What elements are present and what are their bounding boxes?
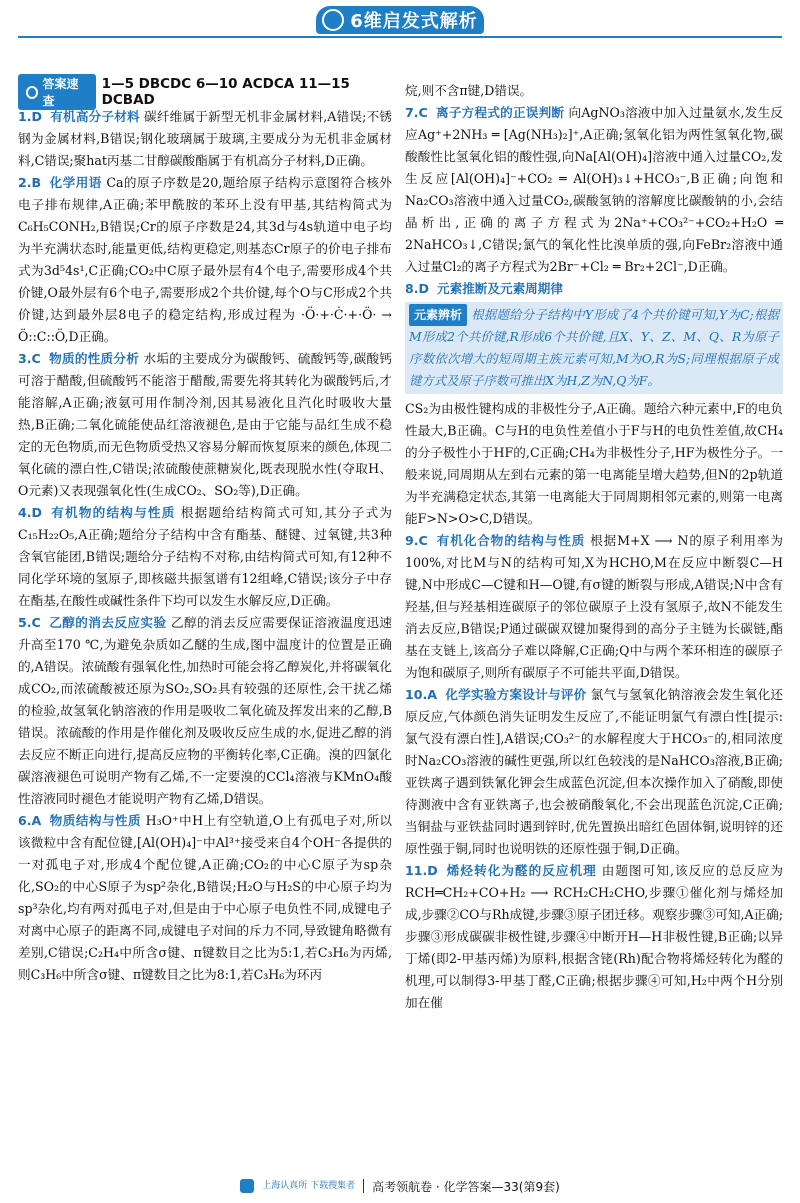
answer-key xyxy=(18,76,392,108)
page-title: 6维启发式解析 xyxy=(350,11,478,32)
solution-item: 4.D 有机物的结构与性质 根据题给结构简式可知,其分子式为C₁₅H₂₂O₅,A正确;题给分子结构中含有酯基、醚键、过氧键,共3种含氧官能团,B错误;题给分子结构不对称,由结构简式可知,有12种不同化学环境的氢原子,即核磁共振氢谱有12组峰,C错误;该分子中存在酯基,在酸性或碱性条件下均可以发生水解反应,D正确。 xyxy=(18,505,392,608)
solution-item: 2.B 化学用语 Ca的原子序数是20,题给原子结构示意图符合核外电子排布规律,A正确;苯甲酰胺的苯环上没有甲基,其结构简式为 C₆H₅CONH₂,B错误;Cr的原子序数是24,其3d与4s轨道中电子均为半充满状态时,能量更低,结构更稳定,则基态Cr原子的价电子排布式为3d⁵4s¹,C正确;CO₂中C原子最外层有4个电子,需要形成4个共价键,O最外层有6个电子,需要形成2个共价键,每个O与C形成2个共价键,达到最外层8电子的稳定结构,形成过程为 ·Ö·+·Ċ·+·Ö· → Ö::C::Ö,D正确。 xyxy=(18,175,392,344)
answer-key-label: 答案速查 xyxy=(18,74,96,110)
analysis-label: 元素辨析 xyxy=(409,304,467,326)
solution-item: 烷,则不含π键,D错误。 xyxy=(405,83,533,98)
solution-item: 5.C 乙醇的消去反应实验 乙醇的消去反应需要保证溶液温度迅速升高至170 ℃,为避免杂质如乙醚的生成,图中温度计的位置是正确的,A错误。浓硫酸有强氧化性,加热时可能会将乙醇炭化,并将碳氧化成CO₂,而浓硫酸被还原为SO₂,SO₂具有较强的还原性,会干扰乙烯的检验,故氢氧化钠溶液的作用是吸收二氧化硫及挥发出来的乙醇,B错误。浓硫酸的作用是作催化剂及吸收反应生成的水,促进乙醇的消去反应不断正向进行,提高反应物的平衡转化率,C正确。溴的四氯化碳溶液褪色可说明产物有乙烯,不一定要溴的CCl₄溶液与KMnO₄酸性溶液同时褪色才能说明产物有乙烯,D错误。 xyxy=(18,615,393,806)
footer-divider xyxy=(363,1179,364,1193)
analysis-box xyxy=(405,302,783,394)
solution-item: 9.C 有机化合物的结构与性质 根据M+X ⟶ N的原子利用率为100%,对比M与N的结构可知,X为HCHO,M在反应中断裂C—H键,N中形成C—C键和H—O键,有σ键的断裂与形成,A错误;N中含有羟基,但与羟基相连碳原子的邻位碳原子上没有氢原子,故N不能发生消去反应,B错误;P通过碳碳双键加聚得到的高分子主链为长碳链,酯基在支链上,该高分子难以降解,C正确;Q中与两个苯环相连的碳原子为饱和碳原子,则所有碳原子不可能共平面,D错误。 xyxy=(405,533,783,680)
left-column xyxy=(18,106,392,986)
logo-icon xyxy=(322,9,344,31)
publisher-logo-icon xyxy=(240,1179,254,1193)
solution-item: 1.D 有机高分子材料 碳纤维属于新型无机非金属材料,A错误;不锈钢为金属材料,B错误;钢化玻璃属于玻璃,主要成分为无机非金属材料,C错误;聚hat丙基二甘醇碳酸酯属于有机高分子材料,D正确。 xyxy=(18,109,392,168)
page-footer xyxy=(0,1175,800,1197)
solution-item: 3.C 物质的性质分析 水垢的主要成分为碳酸钙、硫酸钙等,碳酸钙可溶于醋酸,但硫酸钙不能溶于醋酸,需要先将其转化为碳酸钙后,才能溶解,A正确;液氨可用作制冷剂,因其易液化且汽化时吸收大量热,B正确;二氧化硫能使品红溶液褪色,是由于它能与品红生成不稳定的无色物质,而无色物质受热又容易分解而恢复原来的颜色,体现二氧化硫的漂白性,C错误;浓硫酸使蔗糖炭化,既表现脱水性(夺取H、O元素)又表现强氧化性(生成CO₂、SO₂等),D正确。 xyxy=(18,351,392,498)
header-rule xyxy=(18,36,782,38)
header-banner xyxy=(316,6,484,34)
analysis-text: 根据题给分子结构中Y形成了4个共价键可知,Y为C;根据M形成2个共价键,R形成6个共价键,且X、Y、Z、M、Q、R为原子序数依次增大的短周期主族元素可知,M为O,R为S;同理根据原子成键方式及原子序数可推出X为H,Z为N,Q为F。 xyxy=(409,307,779,388)
footer-text: 高考领航卷 · 化学答案—33(第9套) xyxy=(372,1179,560,1194)
solution-item: CS₂为由极性键构成的非极性分子,A正确。题给六种元素中,F的电负性最大,B正确。C与H的电负性差值小于F与H的电负性差值,故CH₄的分子极性小于HF的,C正确;CH₄为非极性分子,HF为极性分子。一般来说,同周期从左到右元素的第一电离能呈增大趋势,但N的2p轨道为半充满稳定状态,其第一电离能大于同周期相邻元素的,则第一电离能F>N>O>C,D错误。 xyxy=(405,401,783,526)
solution-item: 8.D 元素推断及元素周期律 xyxy=(405,281,563,296)
solution-item: 11.D 烯烃转化为醛的反应机理 由题图可知,该反应的总反应为RCH═CH₂+CO+H₂ ⟶ RCH₂CH₂CHO,步骤①催化剂与烯烃加成,步骤②CO与Rh成键,步骤③原子团迁移。观察步骤③可知,A正确;步骤③形成碳碳非极性键,步骤④中断开H—H非极性键,B正确;以异丁烯(即2-甲基丙烯)为原料,根据含铑(Rh)配合物将烯烃转化为醛的机理,可以制得3-甲基丁醛,C正确;根据步骤④可知,H₂中两个H分别加在催 xyxy=(405,863,783,1010)
solution-item: 10.A 化学实验方案设计与评价 氯气与氢氧化钠溶液会发生氧化还原反应,气体颜色消失证明发生反应了,不能证明氯气有漂白性[提示:氯气没有漂白性],A错误;CO₃²⁻的水解程度大于HCO₃⁻的,相同浓度时Na₂CO₃溶液的碱性更强,所以红色较浅的是NaHCO₃溶液,B正确;亚铁离子遇到铁氰化钾会生成蓝色沉淀,但本次操作加入了硝酸,即使待测液中含有亚铁离子,也会被硝酸氧化,不会出现蓝色沉淀,C正确;当铜盐与亚铁盐同时遇到锌时,优先置换出暗红色固体铜,说明锌的还原性强于铜,同时也说明铁的还原性强于铜,D正确。 xyxy=(405,687,784,856)
solution-item: 7.C 离子方程式的正误判断 向AgNO₃溶液中加入过量氨水,发生反应Ag⁺+2NH₃ ═ [Ag(NH₃)₂]⁺,A正确;氢氧化铝为两性氢氧化物,碳酸酸性比氢氧化铝的酸性强,向Na[Al(OH)₄]溶液中通入过量CO₂,发生反应[Al(OH)₄]⁻+CO₂ ═ Al(OH)₃↓+HCO₃⁻,B正确;向饱和Na₂CO₃溶液中通入过量CO₂,碳酸氢钠的溶解度比碳酸钠的小,会结晶析出,正确的离子方程式为2Na⁺+CO₃²⁻+CO₂+H₂O ═ 2NaHCO₃↓,C错误;氯气的氧化性比溴单质的强,向FeBr₂溶液中通入过量Cl₂的离子方程式为2Br⁻+Cl₂ ═ Br₂+2Cl⁻,D正确。 xyxy=(405,105,783,274)
answer-key-text: 1—5 DBCDC 6—10 ACDCA 11—15 DCBAD xyxy=(101,76,350,108)
publisher-brand: 上海认真所 下载搜集者 xyxy=(262,1181,356,1191)
magnifier-icon xyxy=(26,86,38,99)
solution-item: 6.A 物质结构与性质 H₃O⁺中H上有空轨道,O上有孤电子对,所以该微粒中含有配位键,[Al(OH)₄]⁻中Al³⁺接受来自4个OH⁻各提供的一对孤电子对,形成4个配位键,A正确;CO₂的中心C原子为sp杂化,SO₂的中心S原子为sp²杂化,B错误;H₂O与H₂S的中心原子均为sp³杂化,均有两对孤电子对,但是由于中心原子电负性不同,成键电子对离中心原子的距离不同,成键电子对间的斥力不同,导致键角略微有差别,C错误;C₂H₄中所含σ键、π键数目之比为5:1,若C₃H₆为丙烯,则C₃H₆中所含σ键、π键数目之比为8:1,若C₃H₆为环丙 xyxy=(18,813,392,982)
right-column xyxy=(405,80,783,1014)
